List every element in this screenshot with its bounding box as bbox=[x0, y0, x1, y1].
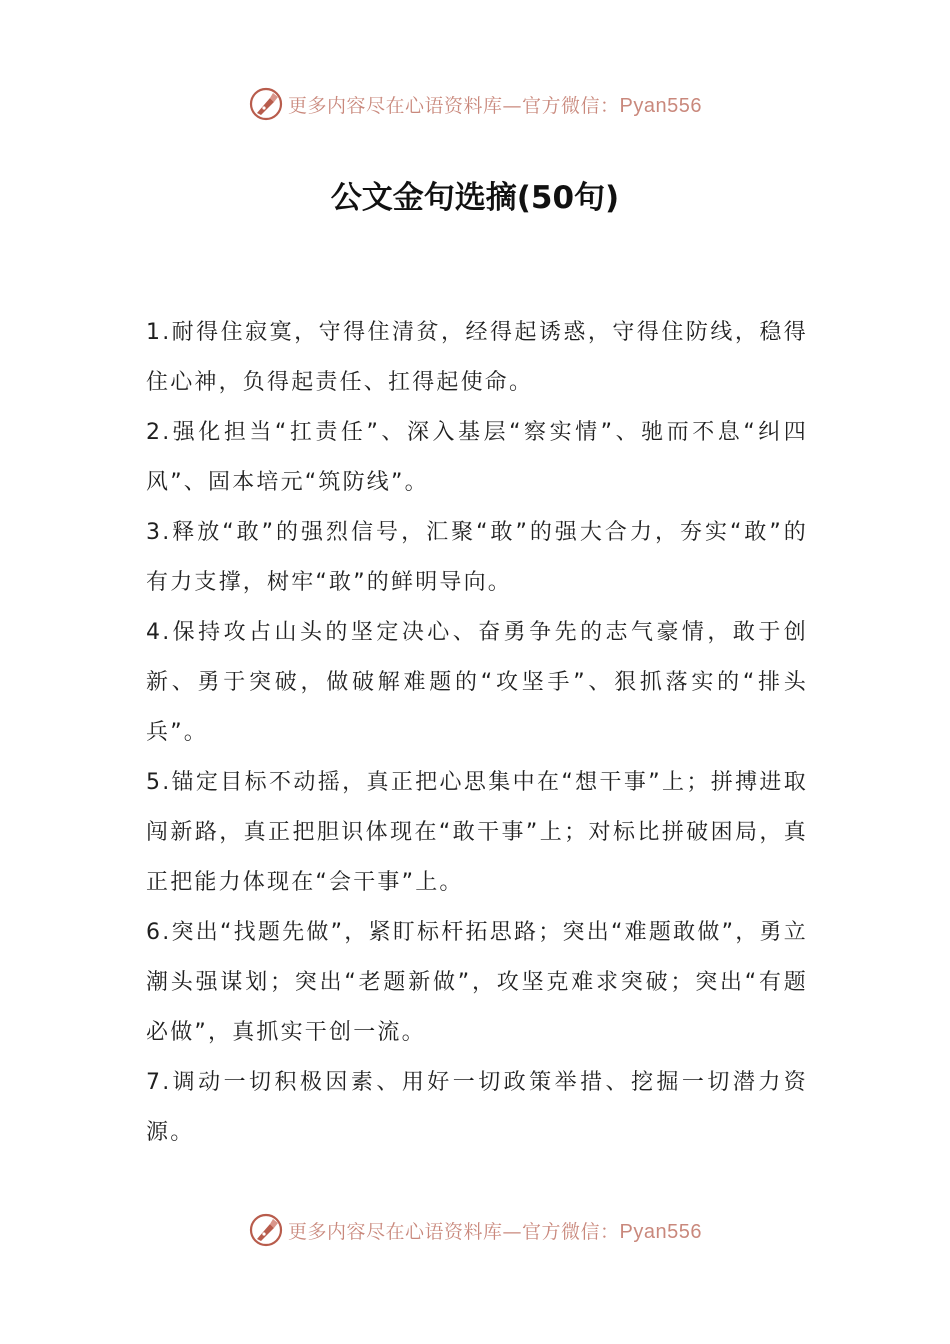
pen-nib-logo-icon bbox=[248, 1212, 284, 1248]
pen-nib-logo-icon bbox=[248, 86, 284, 122]
watermark-wechat-id: Pyan556 bbox=[619, 1220, 702, 1243]
list-item: 7.调动一切积极因素、用好一切政策举措、挖掘一切潜力资源。 bbox=[146, 1070, 808, 1145]
document-body bbox=[146, 308, 808, 1158]
list-item: 1.耐得住寂寞，守得住清贫，经得起诱惑，守得住防线，稳得住心神，负得起责任、扛得起使命。 bbox=[146, 320, 808, 395]
watermark-text: 更多内容尽在心语资料库—官方微信：Pyan556 bbox=[288, 94, 702, 117]
page-title: 公文金句选摘(50句) bbox=[330, 180, 620, 216]
list-item: 4.保持攻占山头的坚定决心、奋勇争先的志气豪情，敢于创新、勇于突破，做破解难题的“攻坚手”、狠抓落实的“排头兵”。 bbox=[146, 620, 808, 745]
watermark-text: 更多内容尽在心语资料库—官方微信：Pyan556 bbox=[288, 1220, 702, 1243]
list-item: 2.强化担当“扛责任”、深入基层“察实情”、驰而不息“纠四风”、固本培元“筑防线”。 bbox=[146, 420, 808, 495]
header-watermark bbox=[0, 82, 950, 126]
watermark-wechat-id: Pyan556 bbox=[619, 94, 702, 117]
footer-watermark bbox=[0, 1208, 950, 1252]
list-item: 5.锚定目标不动摇，真正把心思集中在“想干事”上；拼搏进取闯新路，真正把胆识体现在“敢干事”上；对标比拼破困局，真正把能力体现在“会干事”上。 bbox=[146, 770, 808, 895]
list-item: 3.释放“敢”的强烈信号，汇聚“敢”的强大合力，夯实“敢”的有力支撑，树牢“敢”的鲜明导向。 bbox=[146, 520, 808, 595]
list-item: 6.突出“找题先做”，紧盯标杆拓思路；突出“难题敢做”，勇立潮头强谋划；突出“老题新做”，攻坚克难求突破；突出“有题必做”，真抓实干创一流。 bbox=[146, 920, 808, 1045]
